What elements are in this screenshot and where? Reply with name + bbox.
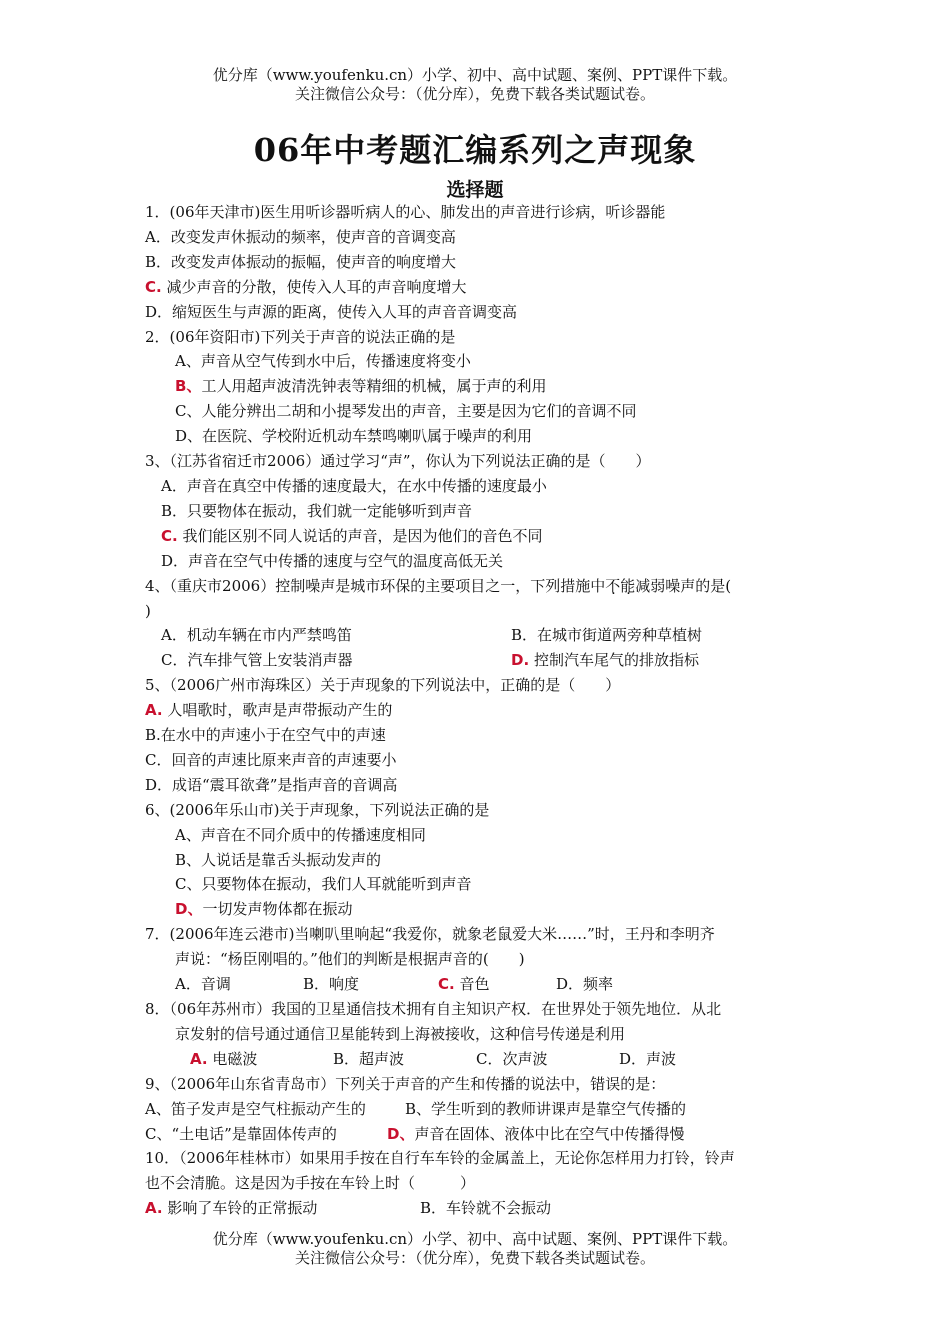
q9-option-d-text: 声音在固体、液体中比在空气中传播得慢 [414, 1124, 685, 1143]
q6-option-d [145, 897, 813, 922]
q1-option-c-text: 减少声音的分散，使传入人耳的声音响度增大 [166, 277, 467, 296]
q2-option-d: D、在医院、学校附近机动车禁鸣喇叭属于噪声的利用 [175, 427, 533, 446]
q10-option-a-text: 影响了车铃的正常振动 [167, 1199, 318, 1218]
footer-line-1: 优分库（www.youfenku.cn）小学、初中、高中试题、案例、PPT课件下载。 [212, 1230, 738, 1248]
q6-stem: 6、(2006年乐山市)关于声现象，下列说法正确的是 [145, 800, 490, 819]
q1-stem: 1．(06年天津市)医生用听诊器听病人的心、肺发出的声音进行诊病，听诊器能 [145, 203, 666, 221]
q9-stem: 9、（2006年山东省青岛市）下列关于声音的产生和传播的说法中，错误的是： [145, 1074, 666, 1093]
q4-options-row-2 [145, 648, 813, 673]
q6-answer-label: D、 [175, 900, 203, 919]
q1-answer-label: C. [145, 277, 162, 296]
q2-answer-label: B、 [175, 377, 202, 396]
q5-stem: 5、（2006广州市海珠区）关于声现象的下列说法中，正确的是（ ） [145, 676, 621, 695]
q9-answer-label: D、 [387, 1124, 415, 1143]
q10-options [145, 1196, 813, 1221]
q10-answer-label: A. [145, 1199, 163, 1218]
page-title: 06年中考题汇编系列之声现象 [253, 131, 697, 169]
q4-stem-close: ) [145, 601, 151, 620]
q7-option-c [438, 972, 556, 997]
q8-option-d: D．声波 [619, 1049, 677, 1068]
question-list [145, 200, 813, 1221]
q3-option-b: B．只要物体在振动，我们就一定能够听到声音 [161, 501, 473, 520]
q3-option-a: A．声音在真空中传播的速度最大，在水中传播的速度最小 [161, 476, 547, 495]
q9-option-d [387, 1122, 684, 1147]
q2-option-c: C、人能分辨出二胡和小提琴发出的声音，主要是因为它们的音调不同 [175, 402, 637, 421]
q6-option-b: B、人说话是靠舌头振动发声的 [175, 850, 382, 869]
q7-option-b: B．响度 [303, 975, 360, 994]
q4-answer-label: D. [511, 651, 530, 670]
q4-option-d [511, 648, 699, 673]
q5-option-a [145, 698, 813, 723]
q9-options-row-1 [145, 1097, 813, 1122]
q3-option-c [145, 524, 813, 549]
q2-option-a: A、声音从空气传到水中后，传播速度将变小 [175, 352, 471, 371]
q3-option-d: D．声音在空气中传播的速度与空气的温度高低无关 [161, 551, 504, 570]
page-footer [0, 1230, 950, 1268]
q7-stem-line-1: 7．(2006年连云港市)当喇叭里响起“我爱你，就象老鼠爱大米……”时，王丹和李明齐 [145, 925, 715, 944]
q5-option-b: B.在水中的声速小于在空气中的声速 [145, 726, 386, 745]
q6-option-c: C、只要物体在振动，我们人耳就能听到声音 [175, 875, 472, 894]
q1-option-d: D．缩短医生与声源的距离，使传入人耳的声音音调变高 [145, 302, 518, 321]
q3-option-c-text: 我们能区别不同人说话的声音，是因为他们的音色不同 [182, 526, 543, 545]
q4-emphasis-neng: 能 [620, 576, 636, 595]
q4-stem-pre: 4、（重庆市2006）控制噪声是城市环保的主要项目之一，下列措施中 [145, 576, 606, 595]
q4-options-row-1 [145, 623, 813, 648]
q1-option-c [145, 275, 813, 300]
q8-option-c: C．次声波 [476, 1049, 548, 1068]
q7-stem-line-2: 声说：“杨臣刚唱的。”他们的判断是根据声音的( ) [175, 950, 525, 969]
q5-answer-label: A. [145, 701, 163, 720]
q4-option-c: C．汽车排气管上安装消声器 [161, 651, 353, 670]
q5-option-a-text: 人唱歌时，歌声是声带振动产生的 [167, 701, 393, 720]
q4-option-a: A．机动车辆在市内严禁鸣笛 [161, 626, 352, 645]
footer-line-2: 关注微信公众号：（优分库），免费下载各类试题试卷。 [294, 1249, 655, 1267]
q7-answer-label: C. [438, 975, 455, 994]
q8-option-a [190, 1047, 333, 1072]
q4-option-d-text: 控制汽车尾气的排放指标 [533, 651, 699, 670]
q7-options [145, 972, 813, 997]
page-header [0, 66, 950, 104]
header-line-2: 关注微信公众号：（优分库），免费下载各类试题试卷。 [294, 85, 655, 103]
q7-option-c-text: 音色 [459, 975, 490, 994]
q9-options-row-2 [145, 1122, 813, 1147]
q9-option-c: C、“土电话”是靠固体传声的 [145, 1124, 337, 1143]
q7-option-d: D．频率 [556, 975, 614, 994]
q8-option-b: B．超声波 [333, 1049, 405, 1068]
q8-answer-label: A. [190, 1049, 208, 1068]
q9-option-b: B、学生听到的教师讲课声是靠空气传播的 [405, 1099, 687, 1118]
q4-stem [145, 574, 813, 599]
header-line-1: 优分库（www.youfenku.cn）小学、初中、高中试题、案例、PPT课件下载。 [212, 66, 738, 84]
q9-option-a: A、笛子发声是空气柱振动产生的 [145, 1099, 366, 1118]
section-subtitle: 选择题 [446, 179, 504, 201]
q2-option-b-text: 工人用超声波清洗钟表等精细的机械，属于声的利用 [201, 377, 547, 396]
q6-option-d-text: 一切发声物体都在振动 [202, 900, 353, 919]
q4-stem-post: 减弱噪声的是( [635, 576, 732, 595]
q4-emphasis-bu: 不 [605, 576, 621, 595]
q5-option-c: C．回音的声速比原来声音的声速要小 [145, 750, 397, 769]
q8-stem-line-2: 京发射的信号通过通信卫星能转到上海被接收，这种信号传递是利用 [175, 1024, 626, 1043]
q1-option-a: A．改变发声休振动的频率，使声音的音调变高 [145, 227, 456, 246]
q10-option-a [145, 1196, 420, 1221]
q4-option-b: B．在城市街道两旁种草植树 [511, 626, 703, 645]
q2-stem: 2．(06年资阳市)下列关于声音的说法正确的是 [145, 327, 456, 346]
q8-stem-line-1: 8．（06年苏州市）我国的卫星通信技术拥有自主知识产权．在世界处于领先地位．从北 [145, 1000, 722, 1018]
q6-option-a: A、声音在不同介质中的传播速度相同 [175, 825, 426, 844]
q8-options [145, 1047, 813, 1072]
q8-option-a-text: 电磁波 [212, 1049, 258, 1068]
q10-stem-line-1: 10．（2006年桂林市）如果用手按在自行车车铃的金属盖上，无论你怎样用力打铃，铃声 [145, 1149, 735, 1168]
q5-option-d: D．成语“震耳欲聋”是指声音的音调高 [145, 775, 398, 794]
q10-option-b: B．车铃就不会振动 [420, 1199, 552, 1218]
q1-option-b: B．改变发声体振动的振幅，使声音的响度增大 [145, 252, 457, 271]
q3-stem: 3、（江苏省宿迁市2006）通过学习“声”，你认为下列说法正确的是（ ） [145, 452, 651, 471]
q10-stem-line-2: 也不会清脆。这是因为手按在车铃上时（ ） [145, 1174, 476, 1193]
q7-option-a: A．音调 [175, 975, 231, 994]
q2-option-b [145, 374, 813, 399]
q3-answer-label: C. [161, 526, 178, 545]
